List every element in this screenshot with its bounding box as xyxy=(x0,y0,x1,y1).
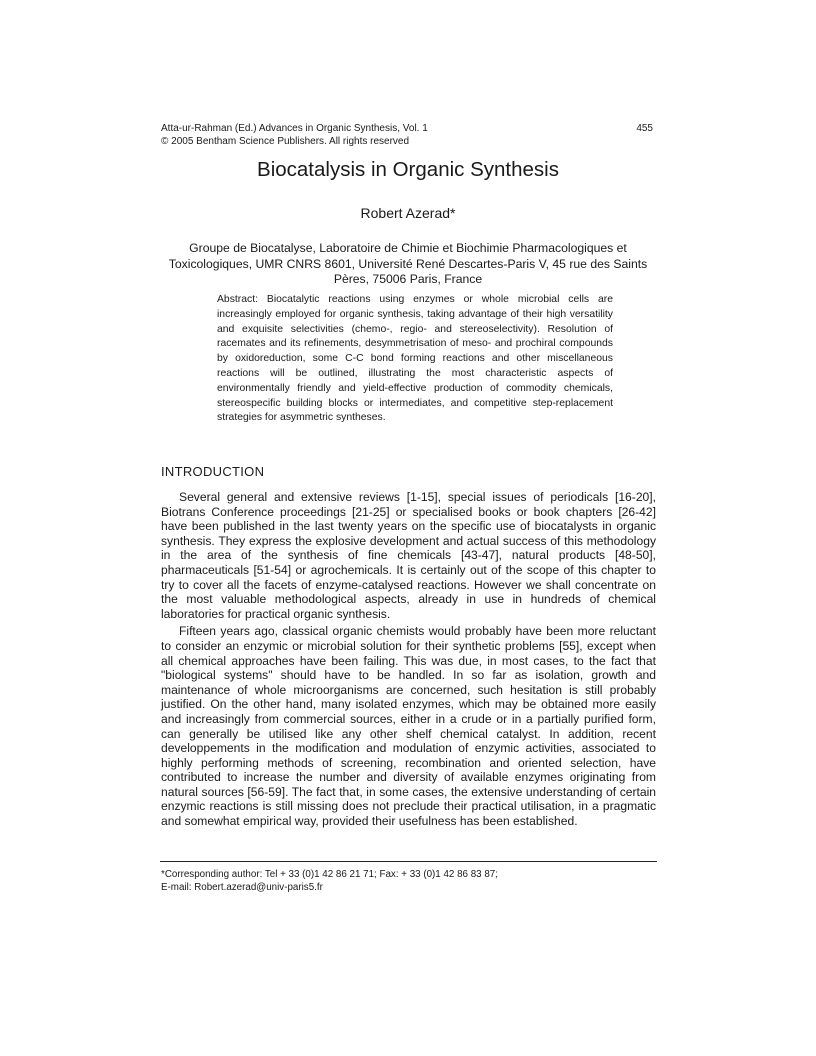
section-body xyxy=(161,490,656,829)
paragraph: Several general and extensive reviews [1-15], special issues of periodicals [16-20], Biotrans Conference proceedings [21-25] or specialised books or book chapters [26-42] have been published in the last twenty years on the specific use of biocatalysts in organic synthesis. They express the explosive development and actual success of this methodology in the area of the synthesis of fine chemicals [43-47], natural products [48-50], pharmaceuticals [51-54] or agrochemicals. It is certainly out of the scope of this chapter to try to cover all the facets of enzyme-catalysed reactions. However we shall concentrate on the most valuable methodological aspects, already in use in hundreds of chemical laboratories for practical organic synthesis. xyxy=(161,490,656,621)
copyright-line: © 2005 Bentham Science Publishers. All rights reserved xyxy=(161,136,410,147)
section-heading: INTRODUCTION xyxy=(161,464,265,479)
footnote-email: E-mail: Robert.azerad@univ-paris5.fr xyxy=(161,881,323,893)
page-number: 455 xyxy=(636,123,653,134)
abstract-label: Abstract: xyxy=(217,294,258,305)
paragraph: Fifteen years ago, classical organic chemists would probably have been more reluctant to consider an enzymic or microbial solution for their synthetic problems [55], except when all chemical approaches have been failing. This was due, in most cases, to the fact that "biological systems" should have to be handled. In so far as isolation, growth and maintenance of whole microorganisms are concerned, such hesitation is still probably justified. On the other hand, many isolated enzymes, which may be obtained more easily and increasingly from commercial sources, either in a crude or in a partially purified form, can generally be utilised like any other shelf chemical catalyst. In addition, recent developpements in the modification and modulation of enzymic activities, associated to highly performing methods of screening, recombination and oriented selection, have contributed to increase the number and diversity of available enzymes originating from natural sources [56-59]. The fact that, in some cases, the extensive understanding of certain enzymic reactions is still missing does not preclude their practical utilisation, in a pragmatic and somewhat empirical way, provided their usefulness has been established. xyxy=(161,624,656,829)
chapter-title: Biocatalysis in Organic Synthesis xyxy=(257,158,559,181)
author-affiliation: Groupe de Biocatalyse, Laboratoire de Chimie et Biochimie Pharmacologiques et Toxicologiques, UMR CNRS 8601, Université René Descartes-Paris V, 45 rue des Saints Pères, 75006 Paris, France xyxy=(168,241,648,286)
footnote-divider xyxy=(160,861,657,862)
footnote xyxy=(161,869,498,894)
book-citation: Atta-ur-Rahman (Ed.) Advances in Organic Synthesis, Vol. 1 xyxy=(161,123,428,134)
author-name: Robert Azerad* xyxy=(360,205,456,221)
abstract xyxy=(217,293,613,426)
running-header xyxy=(161,122,653,148)
footnote-contact: *Corresponding author: Tel + 33 (0)1 42 86 21 71; Fax: + 33 (0)1 42 86 83 87; xyxy=(161,869,498,880)
abstract-text: Biocatalytic reactions using enzymes or whole microbial cells are increasingly employed for organic synthesis, taking advantage of their high versatility and exquisite selectivities (chemo-, regio- and stereoselectivity). Resolution of racemates and its refinements, desymmetrisation of meso- and prochiral compounds by oxidoreduction, some C-C bond forming reactions and other miscellaneous reactions will be outlined, illustrating the most characteristic aspects of environmentally friendly and yield-effective production of commodity chemicals, stereospecific building blocks or intermediates, and competitive step-replacement strategies for asymmetric syntheses. xyxy=(217,294,613,424)
